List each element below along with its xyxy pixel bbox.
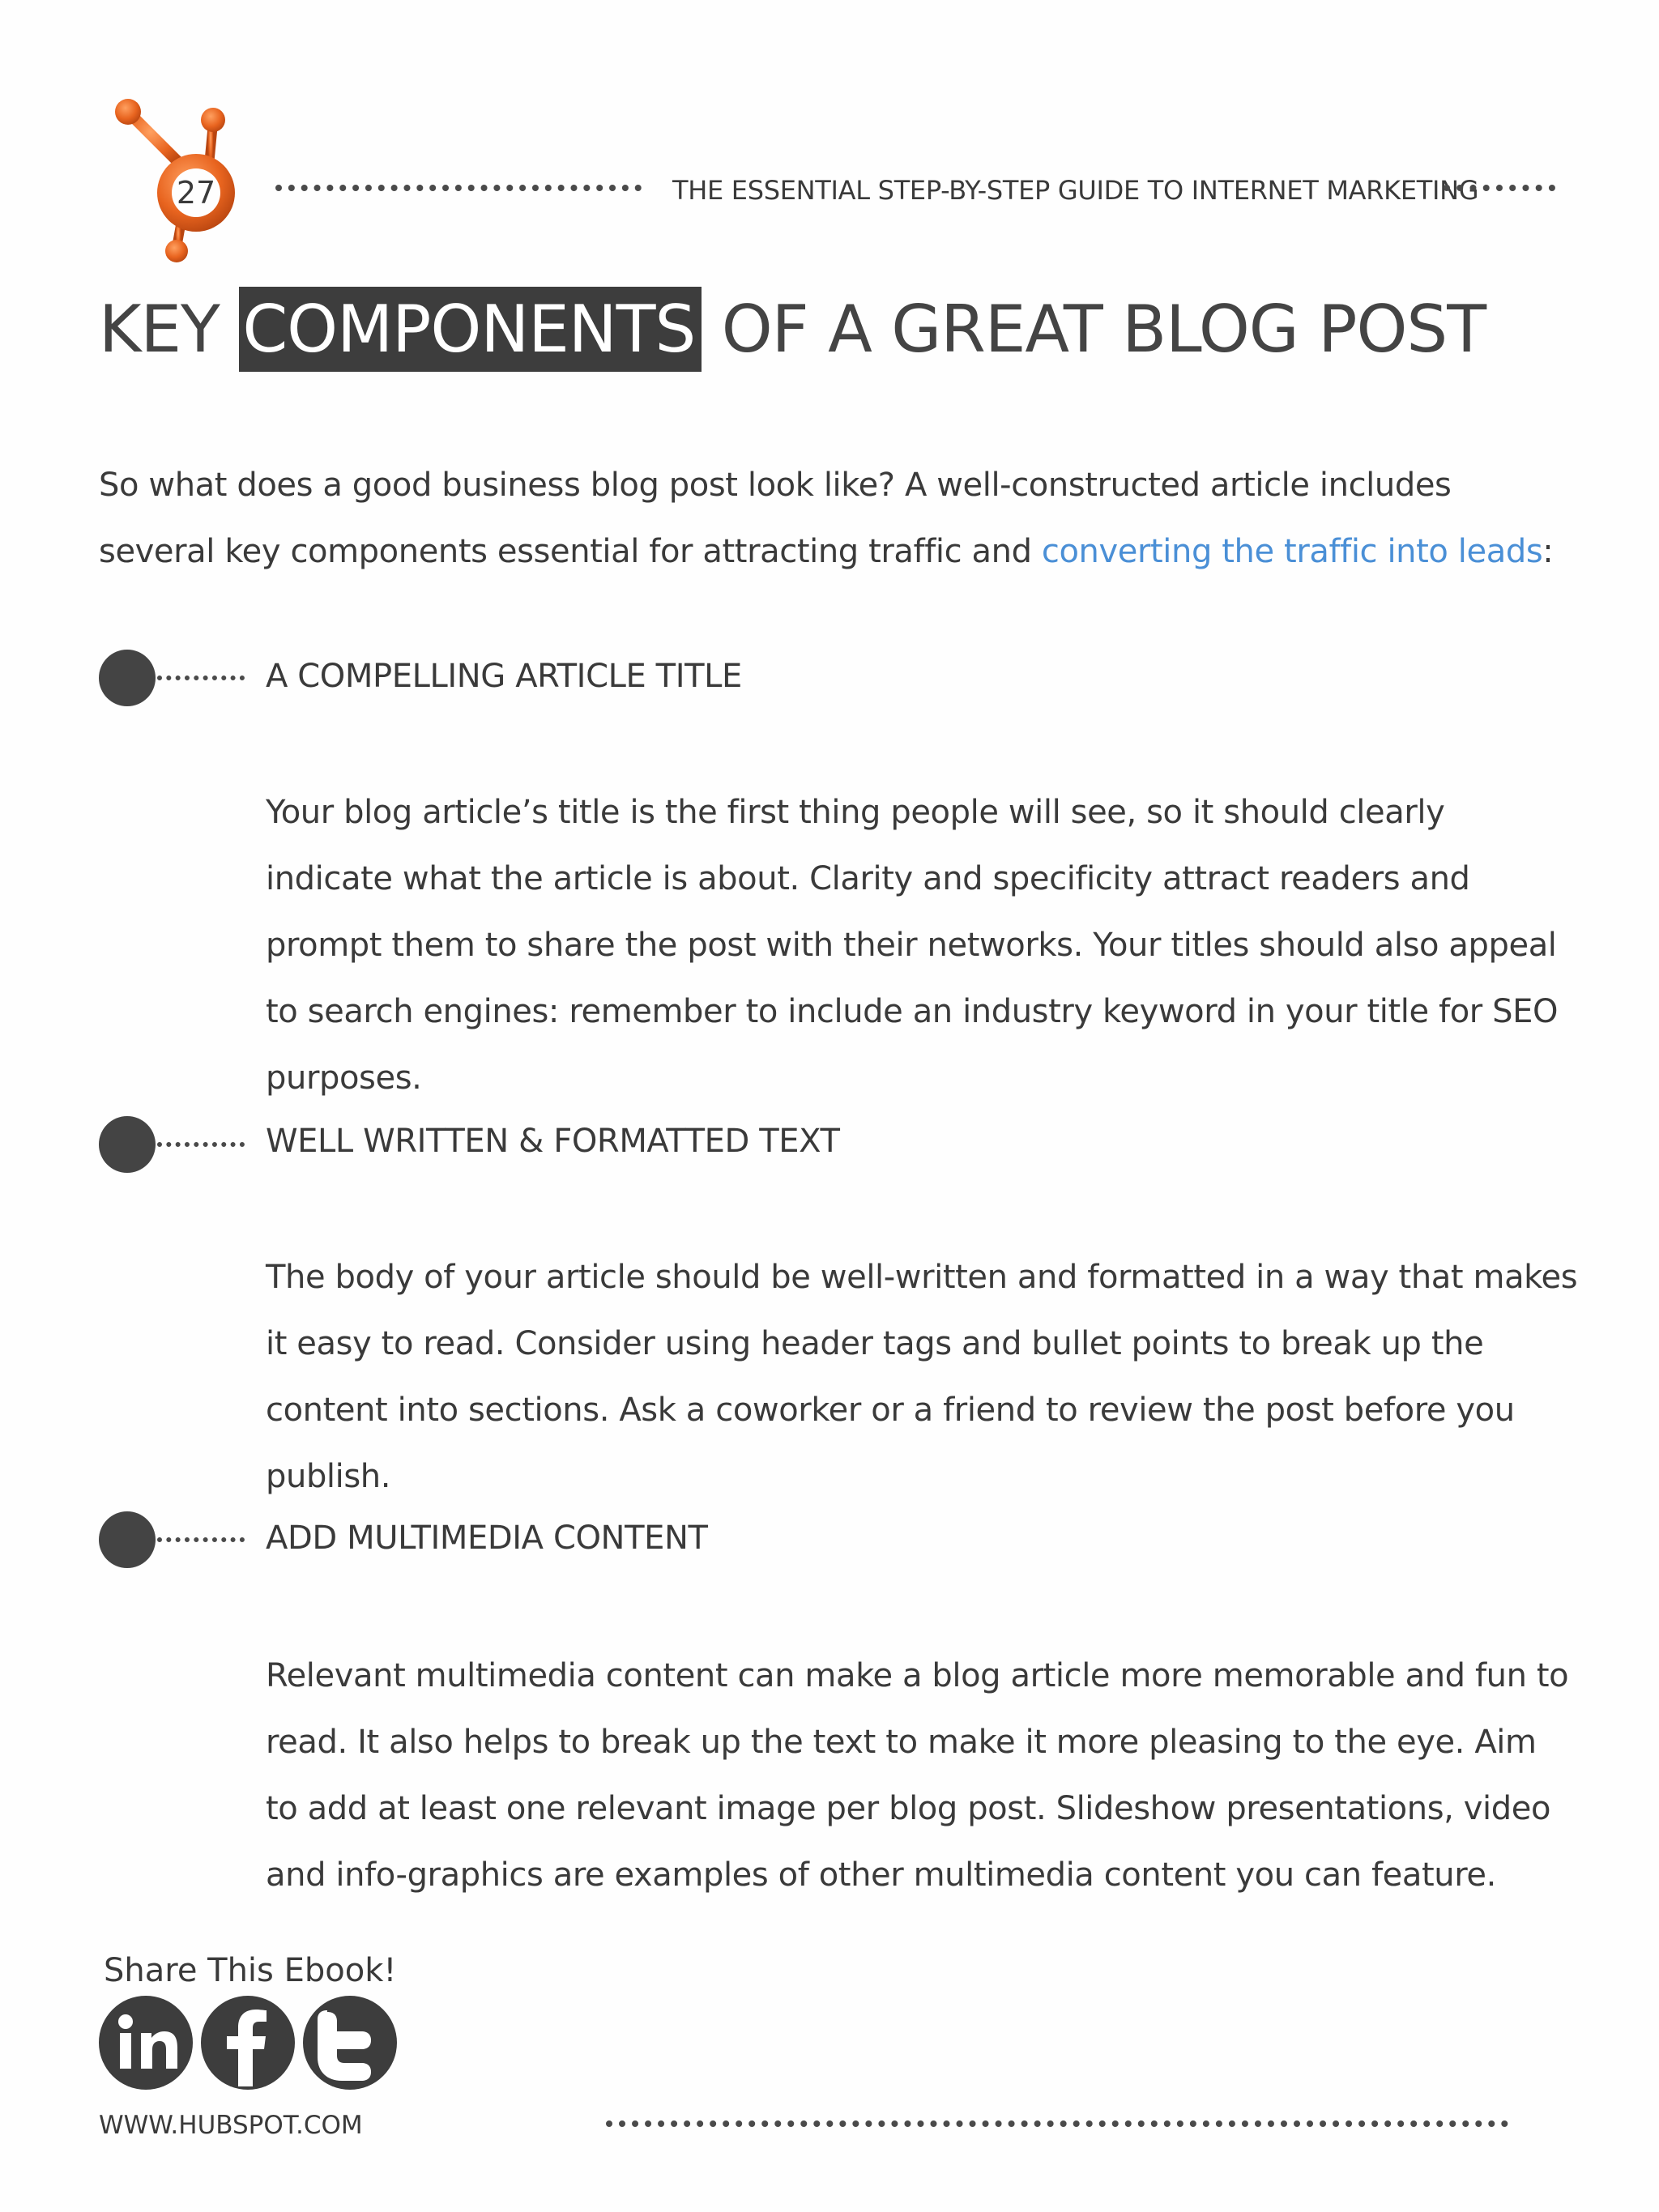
section-dotted-connector <box>157 1537 245 1542</box>
guide-title: THE ESSENTIAL STEP-BY-STEP GUIDE TO INTERNET MARKETING <box>672 175 1479 206</box>
section-title: A COMPELLING ARTICLE TITLE <box>266 658 742 695</box>
twitter-icon <box>303 1996 397 2090</box>
intro-text: So what does a good business blog post look like? A well-constructed article includes several key components essential for attracting traffic and <box>99 467 1452 570</box>
section-title: WELL WRITTEN & FORMATTED TEXT <box>266 1123 840 1160</box>
facebook-icon <box>201 1996 295 2090</box>
section-bullet <box>99 1116 156 1173</box>
share-label: Share This Ebook! <box>104 1952 397 1989</box>
linkedin-icon <box>99 1996 193 2090</box>
section-dotted-connector <box>157 676 245 680</box>
leads-link[interactable]: converting the traffic into leads <box>1041 533 1543 570</box>
section-dotted-connector <box>157 1142 245 1147</box>
section-body: The body of your article should be well-written and formatted in a way that makes it easy to read. Consider using header tags and bullet points to break up the content into sections. Ask a coworker or a friend to review the post before you publish. <box>266 1259 1578 1495</box>
footer-dotted-rule <box>606 2120 1508 2127</box>
title-prefix: KEY <box>99 292 220 367</box>
page-number: 27 <box>176 175 216 211</box>
page-title <box>99 292 1486 367</box>
twitter-share-button[interactable] <box>303 1996 397 2090</box>
title-suffix: OF A GREAT BLOG POST <box>721 292 1486 367</box>
header-dotted-rule-right <box>1444 185 1555 191</box>
intro-paragraph <box>99 452 1573 585</box>
section-body: Your blog article’s title is the first thing people will see, so it should clearly indicate what the article is about. Clarity and specificity attract readers and prompt them to share the post with their networks. Your titles should also appeal to search engines: remember to include an industry keyword in your title for SEO purposes. <box>266 794 1559 1097</box>
title-highlight: COMPONENTS <box>239 287 702 372</box>
section-title: ADD MULTIMEDIA CONTENT <box>266 1519 708 1557</box>
facebook-share-button[interactable] <box>201 1996 295 2090</box>
intro-after-link: : <box>1542 533 1554 570</box>
hubspot-logo <box>104 96 266 274</box>
section-body: Relevant multimedia content can make a blog article more memorable and fun to read. It also helps to break up the text to make it more pleasing to the eye. Aim to add at least one relevant image per blog post. Slideshow presentations, video and info-graphics are examples of other multimedia content you can feature. <box>266 1657 1569 1894</box>
section-bullet <box>99 650 156 706</box>
header-dotted-rule-left <box>275 185 642 191</box>
footer-url: WWW.HUBSPOT.COM <box>99 2111 363 2140</box>
section-bullet <box>99 1511 156 1568</box>
linkedin-share-button[interactable] <box>99 1996 193 2090</box>
